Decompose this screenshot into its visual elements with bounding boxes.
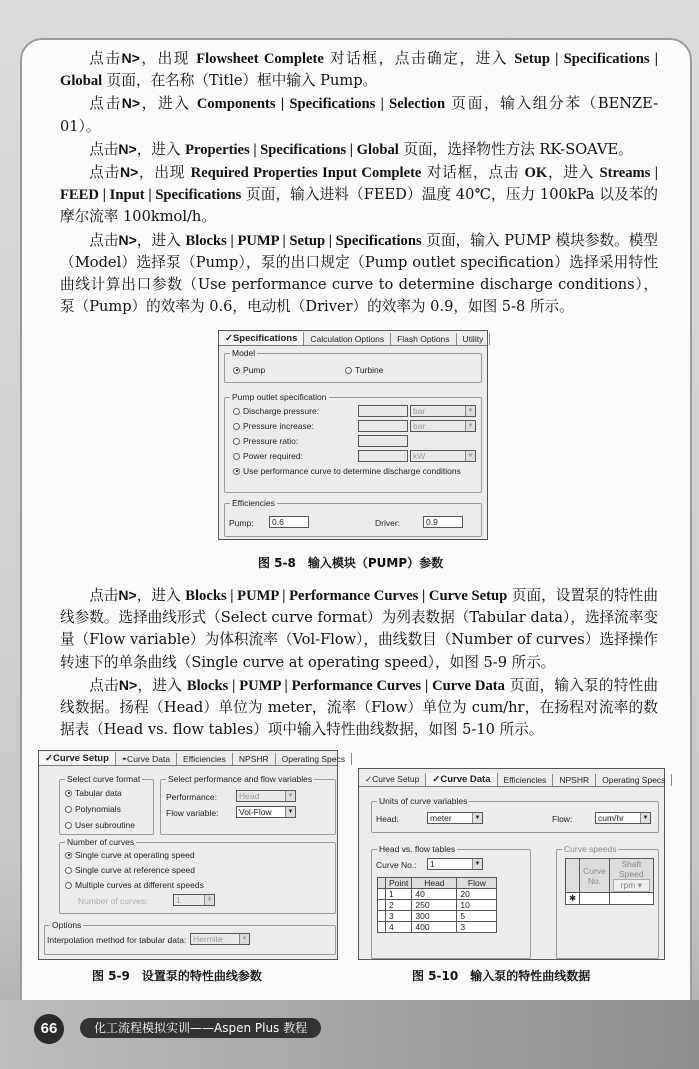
bold-term: OK [524, 165, 548, 182]
text-run: ，出现 [139, 50, 197, 67]
tab-calculation-options[interactable]: Calculation Options [304, 333, 391, 345]
table-cell[interactable]: 3 [386, 911, 412, 922]
tab-npshr[interactable]: NPSHR [553, 774, 596, 786]
text-run: 页面，设置泵的特性曲线参数。选择曲线形式（Select curve format）为列表数据（Tabular data），选择流率变量（Flow variable）为体积流率（Vol-Flow），曲线数目（Number of curves）选择操作转速下的单条曲线（Single curve at operating speed），如图 5-9 所示。 [60, 587, 658, 671]
bold-term: Flowsheet Complete [196, 51, 324, 67]
efficiencies-group [224, 498, 482, 537]
paragraph [60, 674, 658, 742]
user-subroutine-radio[interactable] [65, 820, 135, 830]
body-text-mid [60, 584, 658, 741]
curve-speeds-group [556, 844, 659, 959]
performance-label: Performance: [166, 792, 218, 802]
table-cell[interactable]: 400 [412, 922, 457, 933]
tab-curve-data[interactable]: ✓Curve Data [426, 773, 497, 786]
text-run: 点击 [89, 231, 119, 249]
bold-term: Properties | Specifications | Global [185, 141, 399, 158]
pressure-increase-input[interactable] [358, 420, 408, 432]
paragraph [60, 229, 658, 319]
number-of-curves-group [59, 837, 336, 914]
tab-npshr[interactable]: NPSHR [233, 753, 276, 765]
select-value: Vol-Flow [239, 807, 272, 817]
table-row [378, 900, 497, 911]
table-cell[interactable]: 10 [457, 900, 497, 911]
figure-5-8-caption: 图 5-8 输入模块（PUMP）参数 [258, 556, 444, 570]
tab-curve-setup[interactable]: ✓Curve Setup [359, 773, 426, 786]
text-run: 点击 [89, 164, 120, 182]
turbine-radio[interactable] [345, 365, 384, 375]
bold-term: Blocks | PUMP | Setup | Specifications [185, 232, 422, 249]
opt-label: Multiple curves at different speeds [75, 880, 204, 890]
single-reference-radio[interactable] [65, 865, 195, 875]
tab-operating-specs[interactable]: Operating Specs [276, 753, 352, 765]
text-run: 对话框，点击 [421, 164, 525, 182]
table-cell[interactable]: 1 [386, 889, 412, 900]
table-cell[interactable]: 3 [457, 922, 497, 933]
pump-radio-label: Pump [243, 365, 266, 375]
tab-efficiencies[interactable]: Efficiencies [177, 753, 233, 765]
next-icon: N> [118, 231, 137, 248]
table-cell[interactable]: 20 [457, 889, 497, 900]
outlet-spec-label: Pump outlet specification [232, 392, 327, 402]
paragraph [60, 92, 658, 137]
select-value: cum/hr [598, 813, 624, 823]
text-run: 点击 [89, 676, 119, 694]
discharge-pressure-input[interactable] [358, 405, 408, 417]
unit-text: bar [413, 421, 426, 431]
text-run: ，进入 [136, 231, 186, 249]
head-flow-table-group [371, 844, 531, 959]
tab-flash-options[interactable]: Flash Options [391, 333, 456, 345]
opt-label: Single curve at operating speed [75, 850, 195, 860]
units-label: Units of curve variables [379, 796, 468, 806]
text-run: 点击 [89, 140, 119, 158]
next-icon: N> [118, 140, 137, 157]
units-group [371, 796, 659, 833]
multiple-curves-radio[interactable] [65, 880, 204, 890]
turbine-radio-label: Turbine [355, 365, 384, 375]
table-cell[interactable] [609, 893, 653, 905]
text-run: ，进入 [136, 587, 186, 604]
interpolation-label: Interpolation method for tabular data: [47, 935, 187, 945]
text-run: ，进入 [137, 676, 187, 694]
head-unit-select[interactable]: meter ▼ [427, 812, 483, 824]
interpolation-select[interactable]: Hermite ▼ [190, 933, 250, 945]
figure-5-10-caption: 图 5-10 输入泵的特性曲线数据 [412, 969, 591, 983]
paragraph [60, 161, 658, 229]
text-run: 页面，输入进料（FEED）温度 40℃，压力 100kPa 以及苯的摩尔流率 100kmol/h。 [60, 186, 658, 226]
bold-term: Streams | FEED | Input | Specifications [60, 165, 658, 204]
opt-label: User subroutine [75, 820, 136, 830]
table-cell[interactable]: 2 [386, 900, 412, 911]
pump-radio[interactable] [233, 365, 265, 375]
next-icon: N> [121, 50, 140, 66]
column-header: Flow [457, 878, 497, 889]
tabular-radio[interactable] [65, 788, 122, 798]
text-run: 对话框，点击确定，进入 [323, 50, 515, 67]
variables-label: Select performance and flow variables [168, 774, 313, 784]
bold-term: Components | Specifications | Selection [196, 96, 446, 113]
tab-curve-data[interactable]: ◓Curve Data [116, 753, 177, 765]
curve-format-group [59, 774, 154, 835]
opt-label: Discharge pressure: [243, 406, 320, 416]
driver-eff-label: Driver: [375, 518, 401, 528]
paragraph [60, 584, 658, 674]
column-header: Point [386, 878, 412, 889]
flow-unit-label: Flow: [552, 814, 573, 824]
single-operating-radio[interactable] [65, 850, 195, 860]
table-cell[interactable]: 300 [412, 911, 457, 922]
text-run: ，进入 [140, 95, 197, 113]
bold-term: Blocks | PUMP | Performance Curves | Curve Data [186, 677, 505, 694]
curve-number-select[interactable]: 1 ▼ [427, 858, 483, 870]
figure-5-9-caption: 图 5-9 设置泵的特性曲线参数 [92, 969, 262, 983]
number-of-curves-field-label: Number of curves: [78, 896, 148, 906]
curve-number-label: Curve No.: [376, 860, 417, 870]
next-icon: N> [118, 676, 138, 693]
select-value: rpm [620, 880, 636, 890]
opt-label: Pressure increase: [243, 421, 314, 431]
opt-label: Polynomials [75, 804, 121, 814]
efficiencies-label: Efficiencies [232, 498, 275, 508]
table-cell[interactable]: 250 [412, 900, 457, 911]
pump-specifications-dialog [218, 330, 488, 540]
curve-setup-dialog [38, 750, 345, 960]
head-unit-label: Head: [376, 814, 399, 824]
flow-variable-select[interactable]: Vol-Flow ▼ [236, 806, 296, 818]
text-run: 点击 [89, 587, 119, 604]
pressure-ratio-radio[interactable] [233, 436, 298, 446]
next-icon: N> [121, 95, 141, 112]
body-text-top [60, 47, 658, 318]
text-run: 点击 [89, 50, 122, 67]
flow-unit-select[interactable]: cum/hr ▼ [595, 812, 651, 824]
text-run: ，出现 [138, 164, 191, 182]
column-header: Shaft Speed [619, 859, 644, 879]
polynomials-radio[interactable] [65, 804, 121, 814]
paragraph [60, 47, 658, 92]
table-cell[interactable]: 5 [457, 911, 497, 922]
select-value: meter [430, 813, 452, 823]
power-required-radio[interactable] [233, 451, 303, 461]
text-run: 页面，在名称（Title）框中输入 Pump。 [102, 72, 378, 90]
performance-select[interactable]: Head ▼ [236, 790, 296, 802]
tab-efficiencies[interactable]: Efficiencies [498, 774, 554, 786]
speed-unit-select[interactable]: rpm ▾ [613, 879, 650, 892]
select-value: Head [239, 791, 260, 801]
increase-unit-select[interactable]: bar ▼ [410, 420, 476, 432]
text-run: 页面，选择物性方法 RK-SOAVE。 [398, 140, 633, 158]
pump-eff-label: Pump: [229, 518, 254, 528]
curve-data-dialog [358, 768, 665, 960]
curve-speeds-label: Curve speeds [564, 844, 617, 854]
tab-curve-setup[interactable]: ✓Curve Setup [39, 752, 116, 765]
pressure-ratio-input[interactable] [358, 435, 408, 447]
select-value: 1 [430, 859, 435, 869]
curve-speeds-table [565, 858, 654, 905]
variables-group [160, 774, 336, 835]
text-run: ，进入 [136, 140, 186, 158]
tab-utility[interactable]: Utility [457, 333, 491, 345]
power-input[interactable] [358, 450, 408, 462]
column-header: Head [412, 878, 457, 889]
table-cell[interactable] [580, 893, 610, 905]
flow-variable-label: Flow variable: [166, 808, 219, 818]
text-run: 页面，输入泵的特性曲线数据。扬程（Head）单位为 meter，流率（Flow）单位为 cum/hr，在扬程对流率的数据表（Head vs. flow tables）项中输入特性曲线数据，如图 5-10 所示。 [60, 676, 659, 739]
driver-efficiency-input[interactable]: 0.9 [423, 516, 463, 528]
text-run: 点击 [89, 95, 122, 113]
discharge-pressure-radio[interactable] [233, 406, 319, 416]
curve-data-table [377, 877, 497, 933]
model-group [224, 348, 482, 383]
curve-format-label: Select curve format [67, 774, 141, 784]
table-row [378, 922, 497, 933]
number-of-curves-label: Number of curves [67, 837, 135, 847]
tab-operating-specs[interactable]: Operating Specs [596, 774, 672, 786]
column-header: Curve No. [580, 859, 610, 893]
table-cell[interactable]: 4 [386, 922, 412, 933]
table-row [378, 889, 497, 900]
new-row-marker: ✱ [566, 893, 580, 905]
options-label: Options [52, 920, 82, 930]
opt-label: Single curve at reference speed [75, 865, 196, 875]
model-label: Model [232, 348, 256, 358]
select-value: Hermite [193, 934, 223, 944]
book-title: 化工流程模拟实训——Aspen Plus 教程 [80, 1018, 321, 1038]
opt-label: Use performance curve to determine discharge conditions [243, 466, 461, 476]
tab-specifications[interactable]: ✓Specifications [219, 332, 304, 345]
next-icon: N> [118, 587, 137, 603]
bold-term: Setup | Specifications | Global [60, 51, 659, 90]
unit-text: kW [413, 451, 426, 461]
text-run: 页面，输入组分苯（BENZE-01）。 [60, 95, 658, 135]
discharge-unit-select[interactable]: bar ▼ [410, 405, 476, 417]
power-unit-select[interactable]: kW ▼ [410, 450, 476, 462]
opt-label: Tabular data [75, 788, 122, 798]
outlet-spec-group [224, 392, 482, 493]
paragraph [60, 138, 658, 161]
stepper-value: 1 [176, 895, 181, 905]
text-run: ，进入 [547, 164, 600, 182]
bold-term: Blocks | PUMP | Performance Curves | Curve Setup [185, 588, 508, 604]
head-flow-tables-label: Head vs. flow tables [379, 844, 456, 854]
pressure-increase-radio[interactable] [233, 421, 314, 431]
table-cell[interactable]: 40 [412, 889, 457, 900]
text-run: 页面，输入 PUMP 模块参数。模型（Model）选择泵（Pump），泵的出口规定（Pump outlet specification）选择采用特性曲线计算出口参数（Use performance curve to determine discharge conditions），泵（Pump）的效率为 0.6，电动机（Driver）的效率为 0.9，如图 5-8 所示。 [60, 231, 658, 316]
page-number: 66 [34, 1014, 64, 1044]
next-icon: N> [119, 164, 139, 181]
bold-term: Required Properties Input Complete [190, 165, 422, 182]
number-of-curves-stepper[interactable]: 1 ⬍ [173, 894, 215, 906]
pump-efficiency-input[interactable]: 0.6 [269, 516, 309, 528]
opt-label: Power required: [243, 451, 304, 461]
table-row [378, 911, 497, 922]
options-group [44, 920, 336, 955]
unit-text: bar [413, 406, 426, 416]
performance-curve-radio[interactable] [233, 466, 461, 476]
opt-label: Pressure ratio: [243, 436, 299, 446]
